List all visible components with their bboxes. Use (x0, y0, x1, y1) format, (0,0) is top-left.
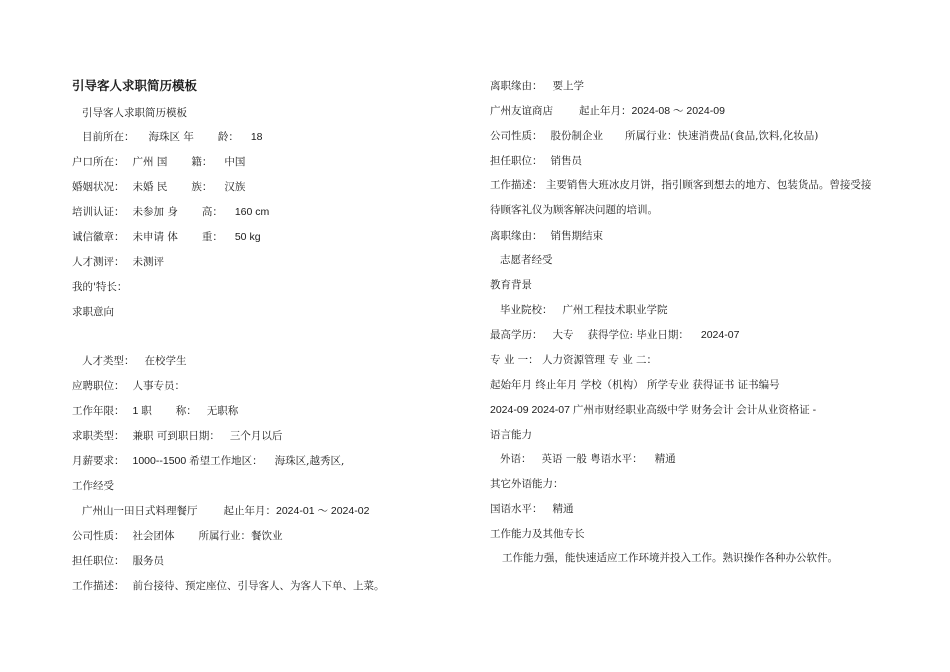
field-value: 18 (250, 131, 263, 143)
field-value: 海珠区,越秀区, (274, 455, 345, 467)
field-label: 外语： (500, 453, 532, 465)
mandarin-row (490, 502, 574, 516)
info-row-work-years (72, 404, 238, 418)
field-label: 起止年月： (579, 105, 632, 117)
exp2-header (490, 104, 725, 118)
field-label: 龄： (217, 131, 239, 143)
field-label: 高： (201, 206, 223, 218)
field-label: 离职缘由： (490, 230, 543, 242)
work-exp-heading: 工作经受 (72, 480, 114, 492)
exp2-nature-row (490, 129, 818, 143)
field-value: 广州工程技术职业学院 (562, 304, 668, 316)
field-label: 人才测评： (72, 256, 125, 268)
education-heading: 教育背景 (490, 279, 532, 291)
field-label: 求职类型： (72, 430, 125, 442)
field-value: 2024-07 (700, 329, 740, 341)
company-name: 广州山一田日式料理餐厅 (82, 505, 198, 517)
field-value: 海珠区 年 (148, 131, 194, 143)
field-value: 销售员 (550, 155, 582, 167)
info-row-job-type (72, 429, 282, 443)
field-value: 人事专员： (132, 380, 185, 392)
field-label: 工作描述： (72, 580, 125, 592)
field-label: 人才类型： (82, 355, 135, 367)
cert-table-row: 2024-09 2024-07 广州市财经职业高级中学 财务会计 会计从业资格证 - (490, 404, 817, 416)
field-value: 股份制企业 (550, 130, 603, 142)
exp1-nature-row (72, 529, 283, 543)
field-label: 起止年月： (223, 505, 276, 517)
job-intent-heading: 求职意向 (72, 306, 114, 318)
info-row-talent-type (72, 354, 187, 368)
exp2-role-row (490, 154, 582, 168)
exp1-leave-row (490, 79, 584, 93)
field-value: 英语 一般 粤语水平： (541, 453, 643, 465)
field-value: 2024-01 ～ 2024-02 (276, 505, 370, 517)
field-value: 未参加 身 (132, 206, 178, 218)
skills-heading: 工作能力及其他专长 (490, 528, 585, 540)
exp1-desc-row (72, 579, 385, 593)
info-row-salary (72, 454, 344, 468)
field-value: 2024-08 ～ 2024-09 (631, 105, 725, 117)
major-row: 专 业 一： 人力资源管理 专 业 二： (490, 354, 658, 366)
field-value: 兼职 可到职日期： (132, 430, 220, 442)
info-row-credit (72, 230, 261, 244)
field-value: 大专 (552, 329, 574, 341)
field-label: 获得学位: 毕业日期： (587, 329, 689, 341)
field-value: 未婚 民 (132, 181, 168, 193)
field-value: 50 kg (234, 231, 261, 243)
field-label: 担任职位： (490, 155, 543, 167)
info-row-training (72, 205, 269, 219)
field-value: 中国 (224, 156, 246, 168)
field-value: 要上学 (552, 80, 584, 92)
field-value: 无职称 (206, 405, 239, 417)
field-label: 婚姻状况： (72, 181, 125, 193)
field-value: 1 职 (132, 405, 152, 417)
field-value: 精通 (552, 503, 574, 515)
skills-text: 工作能力强，能快速适应工作环境并投入工作。熟识操作各种办公软件。 (502, 552, 838, 564)
info-row-talent-eval (72, 255, 164, 269)
resume-subtitle: 引导客人求职简历模板 (82, 107, 187, 119)
volunteer-heading: 志愿者经受 (500, 254, 553, 266)
field-label: 应聘职位： (72, 380, 125, 392)
info-row-marital (72, 180, 245, 194)
field-label: 诚信徽章： (72, 231, 125, 243)
field-value: 社会团体 (132, 530, 175, 542)
language-heading: 语言能力 (490, 429, 532, 441)
exp2-leave-row (490, 229, 603, 243)
exp2-desc: 工作描述： 主要销售大班冰皮月饼，指引顾客到想去的地方、包装货品。曾接受接待顾客礼仪为顾客解决问题的培训。 (490, 179, 872, 216)
field-value: 销售期结束 (550, 230, 603, 242)
field-value: 快速消费品(食品,饮料,化妆品) (677, 130, 819, 142)
company-name: 广州友谊商店 (490, 105, 553, 117)
field-label: 目前所在： (82, 131, 135, 143)
field-value: 在校学生 (144, 355, 187, 367)
info-row-position (72, 379, 185, 393)
info-row-location (72, 130, 263, 144)
field-label: 重： (201, 231, 223, 243)
field-label: 月薪要求： (72, 455, 125, 467)
field-value: 1000--1500 希望工作地区： (132, 455, 263, 467)
field-value: 餐饮业 (251, 530, 283, 542)
field-label: 工作年限： (72, 405, 125, 417)
field-value: 160 cm (234, 206, 270, 218)
field-label: 公司性质： (72, 530, 125, 542)
field-label: 称： (175, 405, 197, 417)
field-label: 担任职位： (72, 555, 125, 567)
cert-table-header: 起始年月 终止年月 学校（机构） 所学专业 获得证书 证书编号 (490, 379, 780, 391)
field-label: 毕业院校： (500, 304, 553, 316)
field-value: 精通 (654, 453, 676, 465)
field-label: 离职缘由： (490, 80, 543, 92)
resume-title: 引导客人求职简历模板 (72, 78, 198, 93)
field-value: 三个月以后 (229, 430, 283, 442)
field-label: 所属行业： (625, 130, 678, 142)
field-label: 所属行业： (198, 530, 251, 542)
field-value: 前台接待、预定座位、引导客人、为客人下单、上菜。 (132, 580, 385, 592)
field-label: 族： (191, 181, 213, 193)
field-value: 广州 国 (132, 156, 168, 168)
field-label: 最高学历： (490, 329, 543, 341)
exp1-header (72, 504, 369, 518)
field-label: 国语水平： (490, 503, 543, 515)
field-value: 未测评 (132, 256, 164, 268)
foreign-lang-row (490, 452, 676, 466)
field-label: 培训认证： (72, 206, 125, 218)
field-value: 汉族 (224, 181, 246, 193)
school-row (490, 303, 668, 317)
other-lang-row: 其它外语能力： (490, 478, 564, 490)
specialty-label: 我的'特长： (72, 281, 128, 293)
field-value: 服务员 (132, 555, 164, 567)
field-label: 公司性质： (490, 130, 543, 142)
field-label: 籍： (191, 156, 213, 168)
field-label: 户口所在： (72, 156, 125, 168)
info-row-hukou (72, 155, 245, 169)
exp1-role-row (72, 554, 164, 568)
degree-row (490, 328, 739, 342)
field-value: 未申请 体 (132, 231, 178, 243)
